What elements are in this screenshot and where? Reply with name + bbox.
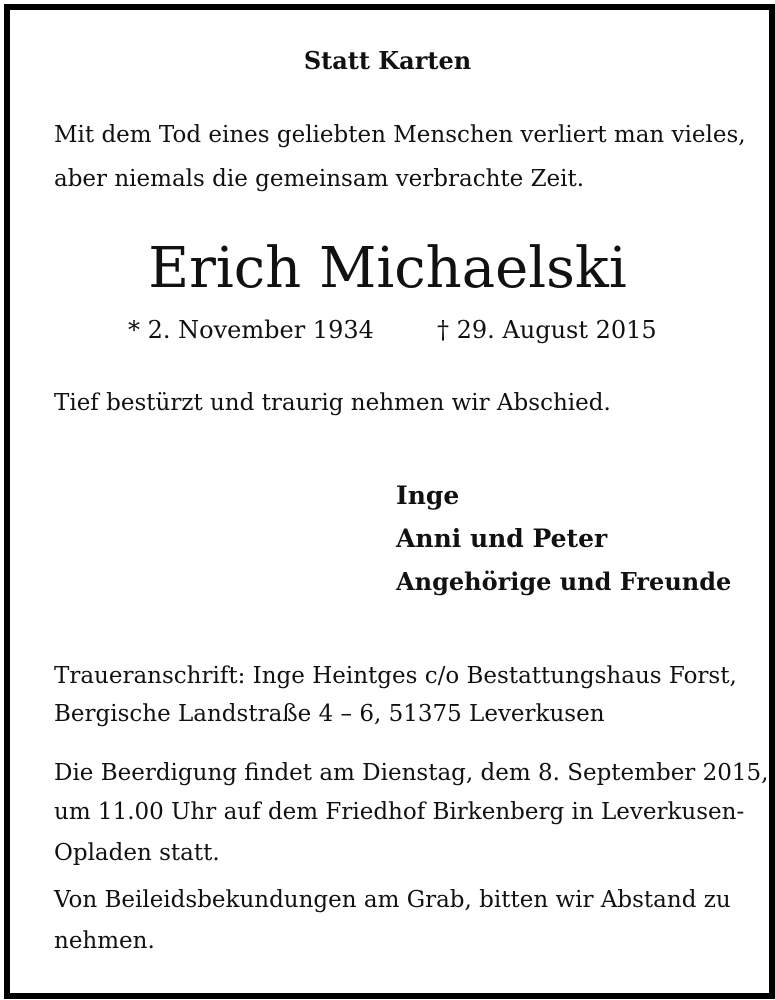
address-line-2: Bergische Landstraße 4 – 6, 51375 Leverkusen <box>54 701 605 727</box>
mourner-3: Angehörige und Freunde <box>396 567 732 596</box>
condolence-line-2: nehmen. <box>54 928 155 954</box>
mourner-1: Inge <box>396 481 460 510</box>
mourner-2: Anni und Peter <box>396 524 608 553</box>
deceased-name: Erich Michaelski <box>148 236 627 301</box>
farewell-text: Tief bestürzt und traurig nehmen wir Abschied. <box>54 390 611 416</box>
funeral-line-3: Opladen statt. <box>54 840 220 866</box>
funeral-line-2: um 11.00 Uhr auf dem Friedhof Birkenberg in Leverkusen- <box>54 799 745 825</box>
death-date: † 29. August 2015 <box>437 316 657 344</box>
birth-date: * 2. November 1934 <box>128 316 374 344</box>
heading: Statt Karten <box>303 46 472 75</box>
funeral-line-1: Die Beerdigung findet am Dienstag, dem 8. September 2015, <box>54 760 769 786</box>
quote-line-1: Mit dem Tod eines geliebten Menschen verliert man vieles, <box>54 122 746 148</box>
quote-line-2: aber niemals die gemeinsam verbrachte Zeit. <box>54 166 585 192</box>
condolence-line-1: Von Beileidsbekundungen am Grab, bitten wir Abstand zu <box>54 887 731 913</box>
address-line-1: Traueranschrift: Inge Heintges c/o Bestattungshaus Forst, <box>54 663 737 689</box>
